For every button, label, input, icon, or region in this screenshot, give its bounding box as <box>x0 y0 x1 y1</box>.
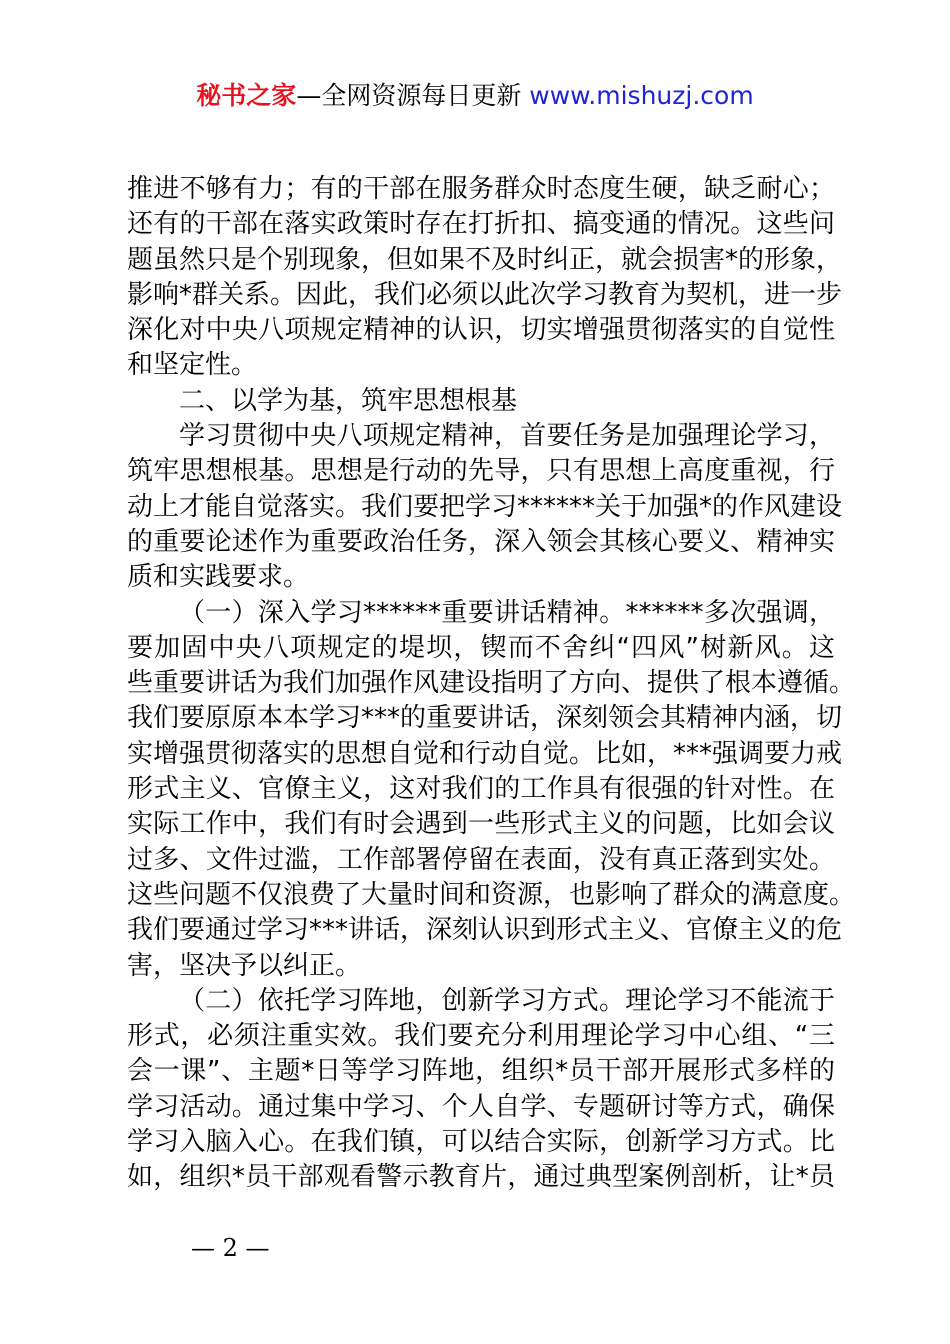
body-line: 影响*群关系。因此，我们必须以此次学习教育为契机，进一步 <box>127 279 843 310</box>
body-line: 我们要原原本本学习***的重要讲话，深刻领会其精神内涵，切 <box>127 703 843 734</box>
site-tagline: —全网资源每日更新 <box>296 81 530 110</box>
body-line: 这些问题不仅浪费了大量时间和资源，也影响了群众的满意度。 <box>127 879 856 910</box>
body-line: 形式主义、官僚主义，这对我们的工作具有很强的针对性。在 <box>127 774 835 805</box>
body-line: 推进不够有力；有的干部在服务群众时态度生硬，缺乏耐心； <box>127 174 835 204</box>
body-line: 和坚定性。 <box>127 350 258 381</box>
body-line: 过多、文件过滥，工作部署停留在表面，没有真正落到实处。 <box>127 844 835 875</box>
body-line: 害，坚决予以纠正。 <box>127 950 362 981</box>
body-line: 如，组织*员干部观看警示教育片，通过典型案例剖析，让*员 <box>127 1162 835 1193</box>
body-line: 的重要论述作为重要政治任务，深入领会其核心要义、精神实 <box>127 526 835 557</box>
body-line: 学习入脑入心。在我们镇，可以结合实际，创新学习方式。比 <box>127 1127 835 1158</box>
body-line: 会一课”、主题*日等学习阵地，组织*员干部开展形式多样的 <box>127 1056 835 1087</box>
section-heading: 二、以学为基，筑牢思想根基 <box>179 385 518 416</box>
body-line: 还有的干部在落实政策时存在打折扣、搞变通的情况。这些问 <box>127 209 835 240</box>
body-line: 要加固中央八项规定的堤坝，锲而不舍纠“四风”树新风。这 <box>127 632 835 663</box>
body-line: 动上才能自觉落实。我们要把学习******关于加强*的作风建设 <box>127 491 843 522</box>
body-line: 形式，必须注重实效。我们要充分利用理论学习中心组、“三 <box>127 1021 835 1052</box>
body-line: 实际工作中，我们有时会遇到一些形式主义的问题，比如会议 <box>127 809 835 840</box>
body-line: 题虽然只是个别现象，但如果不及时纠正，就会损害*的形象， <box>127 244 843 275</box>
body-line: 些重要讲话为我们加强作风建设指明了方向、提供了根本遵循。 <box>127 668 856 699</box>
site-brand: 秘书之家 <box>196 81 297 110</box>
site-watermark-header <box>0 78 950 114</box>
body-line: 筑牢思想根基。思想是行动的先导，只有思想上高度重视，行 <box>127 456 835 487</box>
body-line: 学习活动。通过集中学习、个人自学、专题研讨等方式，确保 <box>127 1091 835 1122</box>
page-number: — 2 — <box>191 1234 270 1262</box>
body-line: 实增强贯彻落实的思想自觉和行动自觉。比如，***强调要力戒 <box>127 738 843 769</box>
body-line: 学习贯彻中央八项规定精神，首要任务是加强理论学习， <box>179 421 835 452</box>
body-line: 深化对中央八项规定精神的认识，切实增强贯彻落实的自觉性 <box>127 315 835 346</box>
body-line: 我们要通过学习***讲话，深刻认识到形式主义、官僚主义的危 <box>127 915 843 946</box>
subsection-line: （一）深入学习******重要讲话精神。******多次强调， <box>179 597 835 628</box>
subsection-line: （二）依托学习阵地，创新学习方式。理论学习不能流于 <box>179 985 835 1016</box>
site-url: www.mishuzj.com <box>529 81 754 110</box>
body-line: 质和实践要求。 <box>127 562 310 593</box>
document-body <box>127 172 856 1196</box>
